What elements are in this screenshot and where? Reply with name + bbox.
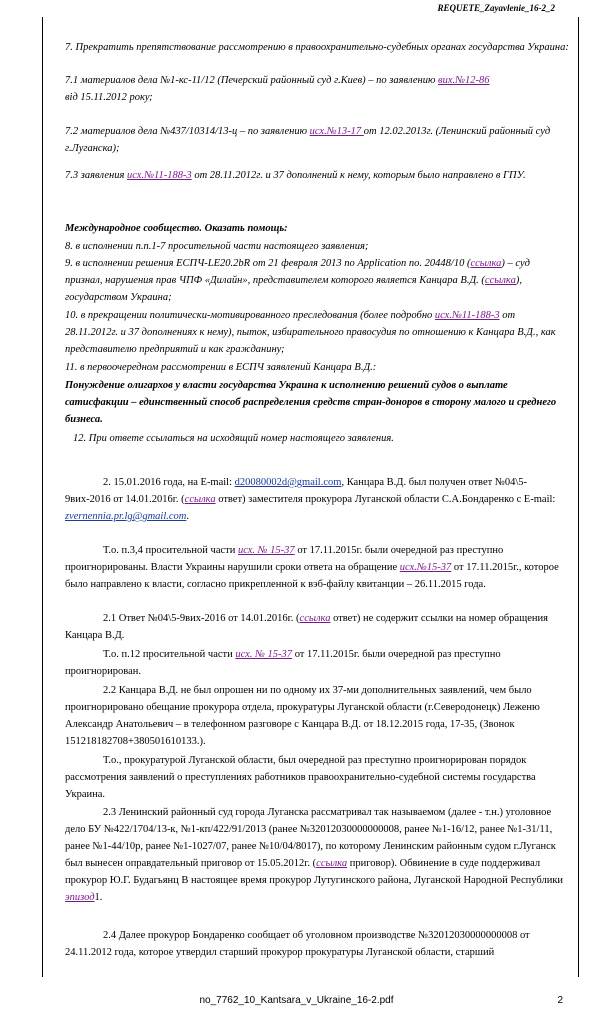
page-number: 2 bbox=[557, 995, 563, 1006]
section-2-2b: Т.о., прокуратурой Луганской области, был очередной раз преступно проигнорирован порядок рассмотрения заявлений о преступлениях работников правоохранительно-судебной системы государства Украина. bbox=[65, 755, 536, 800]
link-ish-11-188-3[interactable]: исх.№11-188-3 bbox=[127, 170, 192, 181]
item-11: 11. в первоочередном рассмотрении в ЕСПЧ заявлений Канцара В.Д.: bbox=[65, 362, 377, 373]
link-ssylka-5[interactable]: ссылка bbox=[316, 858, 348, 869]
section-2-p2: Т.о. п.3,4 просительной части исх. № 15-37 от 17.11.2015г. были очередной раз преступно проигнорированы. Власти Украины нарушили сроки ответа на обращение исх.№15-37 от 17.11.2015г., которое было направлено к власти, согласно прикрепленной к вэб-файлу квитанции – 26.11.2015 года. bbox=[65, 545, 559, 590]
document-page bbox=[42, 17, 579, 977]
link-ssylka-4[interactable]: ссылка bbox=[299, 613, 331, 624]
section-2-4: 2.4 Далее прокурор Бондаренко сообщает об уголовном производстве №32012030000000008 от 24.11.2012 года, которое утвердил старший прокурор прокуратуры Луганской области, старший bbox=[65, 930, 530, 958]
section-2-p1: 2. 15.01.2016 года, на E-mail: d20080002d@gmail.com, Канцара В.Д. был получен ответ №04\5-9вих-2016 от 14.01.2016г. (ссылка ответ) заместителя прокурора Луганской области С.А.Бондаренко с E-mail: zvernennia.pr.lg@gmail.com. bbox=[65, 477, 556, 522]
item-7-3: 7.3 заявления исх.№11-188-3 от 28.11.2012г. и 37 дополнений к нему, которым было направлено в ГПУ. bbox=[65, 170, 526, 181]
item-12: 12. При ответе ссылаться на исходящий номер настоящего заявления. bbox=[73, 433, 394, 444]
email-link-1[interactable]: d20080002d@gmail.com bbox=[234, 477, 342, 488]
link-ssylka-2[interactable]: ссылка bbox=[484, 275, 516, 286]
section-2-3: 2.3 Ленинский районный суд города Луганска рассматривал так называемом (далее - т.н.) уголовное дело БУ №422/1704/13-к, №1-кп/422/91/2013 (ранее №32012030000000008, ранее №1-16/12, ранее №1-31/11, ранее №1-44/10р, ранее №1-1027/07, ранее №10/04/8017), по которому Ленинским районным судом г.Луганск был вынесен оправдательный приговор от 15.05.2012г. (ссылка приговор). Обвинение в суде поддерживал прокурор Ю.Г. Будагьянц В настоящее время прокурор Лутугинского района, Луганской Народной Республики эпизод1. bbox=[65, 807, 564, 903]
link-ish-11-188-3b[interactable]: исх.№11-188-3 bbox=[434, 310, 500, 321]
section-2-2: 2.2 Канцара В.Д. не был опрошен ни по одному их 37-ми дополнительных заявлений, чем было проигнорировано обещание прокурора отдела, прокуратуры Луганской области (г.Северодонецк) Леженю Александр Анатольевич – в телефонном разговоре с Канцара В.Д. от 18.12.2015 года, 17-35, (Звонок 151218182708+380501610133.). bbox=[65, 685, 540, 747]
intl-title: Международное сообщество. Оказать помощь: bbox=[65, 223, 288, 234]
item-7: 7. Прекратить препятствование рассмотрению в правоохранительно-судебных органах государства Украина: bbox=[65, 42, 569, 53]
item-7-1: 7.1 материалов дела №1-кс-11/12 (Печерский районный суд г.Киев) – по заявлению вих.№12-86 від 15.11.2012 року; bbox=[65, 75, 490, 103]
link-ish-15-37-1[interactable]: исх. № 15-37 bbox=[237, 545, 295, 556]
document-header: REQUETE_Zayavlenie_16-2_2 bbox=[437, 3, 555, 13]
link-ish-15-37-3[interactable]: исх. № 15-37 bbox=[235, 649, 293, 660]
section-2-1: 2.1 Ответ №04\5-9вих-2016 от 14.01.2016г. (ссылка ответ) не содержит ссылки на номер обращения Канцара В.Д. bbox=[65, 613, 548, 641]
link-ish-13-17[interactable]: исх.№13-17 bbox=[309, 126, 364, 137]
email-link-2[interactable]: zvernennia.pr.lg@gmail.com bbox=[65, 511, 187, 522]
item-9: 9. в исполнении решения ЕСПЧ-LE20.2bR от 21 февраля 2013 по Application no. 20448/10 (ссылка) – суд признал, нарушения прав ЧПФ «Дилайн», представителем которого является Канцара В.Д. (ссылка), государством Украина; bbox=[65, 258, 530, 303]
item-10: 10. в прекращении политически-мотивированного преследования (более подробно исх.№11-188-3 от 28.11.2012г. и 37 дополнениях к нему), пыток, избирательного правосудия по отношению к Канцара В.Д., как представителю предприятий и как гражданину; bbox=[65, 310, 556, 355]
link-epizod[interactable]: эпизод bbox=[65, 892, 95, 903]
item-7-2: 7.2 материалов дела №437/10314/13-ц – по заявлению исх.№13-17 от 12.02.2013г. (Ленинский районный суд г.Луганска); bbox=[65, 126, 551, 154]
bold-statement: Понуждение олигархов у власти государства Украина к исполнению решений судов о выплате сатисфакции – единственный способ распределения средств стран-доноров в сторону малого и среднего бизнеса. bbox=[65, 380, 557, 425]
section-2-1b: Т.о. п.12 просительной части исх. № 15-37 от 17.11.2015г. были очередной раз преступно проигнорирован. bbox=[65, 649, 501, 677]
item-8: 8. в исполнении п.п.1-7 просительной части настоящего заявления; bbox=[65, 241, 369, 252]
link-ssylka-3[interactable]: ссылка bbox=[184, 494, 216, 505]
link-ssylka-1[interactable]: ссылка bbox=[470, 258, 502, 269]
link-vih-12-86[interactable]: вих.№12-86 bbox=[438, 75, 490, 86]
footer-filename: no_7762_10_Kantsara_v_Ukraine_16-2.pdf bbox=[199, 995, 394, 1006]
link-ish-15-37-2[interactable]: исх.№15-37 bbox=[399, 562, 452, 573]
